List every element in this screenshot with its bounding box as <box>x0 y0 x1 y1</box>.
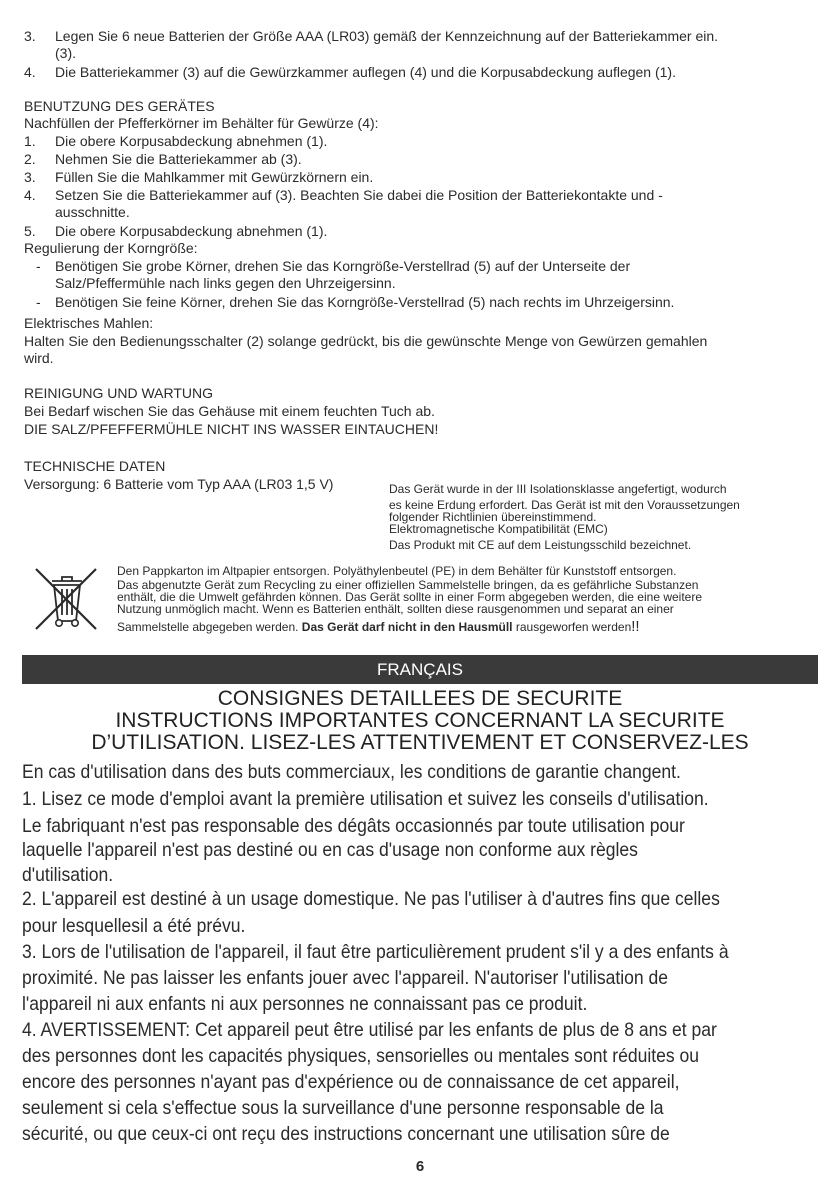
fr-paragraph-2 <box>22 886 828 939</box>
cleaning-text-line: DIE SALZ/PFEFFERMÜHLE NICHT INS WASSER EINTAUCHEN! <box>24 421 439 437</box>
step-text-line: (3). <box>55 45 76 61</box>
bullet-dash: - <box>36 258 41 274</box>
fr-paragraph-4 <box>22 1017 828 1147</box>
disposal-line: Nutzung unmöglich macht. Wenn es Batterien enthält, sollten diese rausgenommen und separat an einer <box>117 602 674 616</box>
step-number: 1. <box>24 133 36 149</box>
fr-heading-2: INSTRUCTIONS IMPORTANTES CONCERNANT LA SECURITE <box>115 709 725 732</box>
fr-line: laquelle l'appareil n'est pas destiné ou en cas d'usage non conforme aux règles <box>22 839 638 861</box>
section-bar-francais: FRANÇAIS <box>22 655 818 684</box>
step-text-line: Setzen Sie die Batteriekammer auf (3). Beachten Sie dabei die Position der Batteriekontakte und - <box>55 187 663 203</box>
disposal-warning-bold: Das Gerät darf nicht in den Hausmüll <box>301 620 513 634</box>
grain-text-line: Benötigen Sie grobe Körner, drehen Sie das Korngröße-Verstellrad (5) auf der Unterseite der <box>55 258 631 274</box>
step-number: 5. <box>24 223 36 239</box>
tech-note-line: Das Produkt mit CE auf dem Leistungsschild bezeichnet. <box>389 538 692 552</box>
crossed-out-bin-icon <box>32 563 102 633</box>
fr-paragraph-1 <box>22 786 828 888</box>
tech-note <box>389 483 819 552</box>
step-number: 3. <box>24 169 36 185</box>
fr-line: des personnes dont les capacités physiques, sensorielles ou mentales sont réduites ou <box>22 1045 700 1067</box>
tech-note-line: folgender Richtlinien übereinstimmend. <box>389 510 597 524</box>
refill-heading: Nachfüllen der Pfefferkörner im Behälter für Gewürze (4): <box>24 115 379 131</box>
fr-line: pour lesquellesil a été prévu. <box>22 915 246 937</box>
fr-line: d'utilisation. <box>22 864 114 886</box>
fr-line: 4. AVERTISSEMENT: Cet appareil peut être utilisé par les enfants de plus de 8 ans et par <box>22 1019 717 1041</box>
fr-paragraph-3 <box>22 939 828 1017</box>
disposal-exclamation: !! <box>631 618 640 635</box>
electric-text-line: wird. <box>24 350 54 366</box>
disposal-line: Das abgenutzte Gerät zum Recycling zu einer offiziellen Sammelstelle bringen, da es gefährliche Substanzen <box>117 578 699 592</box>
disposal-last-pre: Sammelstelle abgegeben werden. <box>117 620 299 634</box>
cleaning-text-line: Bei Bedarf wischen Sie das Gehäuse mit einem feuchten Tuch ab. <box>24 403 435 419</box>
fr-line: En cas d'utilisation dans des buts commerciaux, les conditions de garantie changent. <box>22 761 681 783</box>
fr-paragraph-0 <box>22 759 828 785</box>
step-text-line: Die obere Korpusabdeckung abnehmen (1). <box>55 133 328 149</box>
tech-note-line: Das Gerät wurde in der III Isolationsklasse angefertigt, wodurch <box>389 482 727 496</box>
cleaning-heading: REINIGUNG UND WARTUNG <box>24 385 213 401</box>
step-text-line: ausschnitte. <box>55 204 130 220</box>
step-text-line: Nehmen Sie die Batteriekammer ab (3). <box>55 151 302 167</box>
disposal-last-post: rausgeworfen werden <box>515 620 632 634</box>
electric-heading: Elektrisches Mahlen: <box>24 315 154 331</box>
disposal-last-line <box>117 618 822 635</box>
tech-note-line: es keine Erdung erfordert. Das Gerät ist mit den Voraussetzungen <box>389 498 740 512</box>
step-number: 3. <box>24 28 36 44</box>
tech-supply: Versorgung: 6 Batterie vom Typ AAA (LR03 1,5 V) <box>24 476 334 492</box>
tech-heading: TECHNISCHE DATEN <box>24 458 166 474</box>
step-text-line: Die Batteriekammer (3) auf die Gewürzkammer auflegen (4) und die Korpusabdeckung auflegen (1). <box>55 64 676 80</box>
usage-heading: BENUTZUNG DES GERÄTES <box>24 98 215 114</box>
step-number: 4. <box>24 64 36 80</box>
fr-line: seulement si cela s'effectue sous la surveillance d'une personne responsable de la <box>22 1097 664 1119</box>
de-step-4 <box>24 64 824 81</box>
disposal-line: Den Pappkarton im Altpapier entsorgen. Polyäthylenbeutel (PE) in dem Behälter für Kunststoff entsorgen. <box>117 564 677 578</box>
fr-line: 3. Lors de l'utilisation de l'appareil, il faut être particulièrement prudent s'il y a des enfants à <box>22 941 729 963</box>
step-text-line: Die obere Korpusabdeckung abnehmen (1). <box>55 223 328 239</box>
page-number: 6 <box>415 1158 425 1175</box>
bullet-dash: - <box>36 294 41 310</box>
step-text-line: Legen Sie 6 neue Batterien der Größe AAA (LR03) gemäß der Kennzeichnung auf der Batteriekammer ein. <box>55 28 719 44</box>
step-number: 4. <box>24 187 36 203</box>
disposal-line: enthält, die die Umwelt gefährden können. Das Gerät sollte in einer Form abgegeben werden, die eine weitere <box>117 590 703 604</box>
fr-heading-1: CONSIGNES DETAILLEES DE SECURITE <box>217 687 623 710</box>
fr-line: 2. L'appareil est destiné à un usage domestique. Ne pas l'utiliser à d'autres fins que celles <box>22 888 720 910</box>
step-number: 2. <box>24 151 36 167</box>
step-text-line: Füllen Sie die Mahlkammer mit Gewürzkörnern ein. <box>55 169 374 185</box>
disposal-text <box>117 565 822 634</box>
fr-heading-3: D’UTILISATION. LISEZ-LES ATTENTIVEMENT ET CONSERVEZ-LES <box>91 731 749 754</box>
fr-line: Le fabriquant n'est pas responsable des dégâts occasionnés par toute utilisation pour <box>22 815 685 837</box>
grain-text-line: Benötigen Sie feine Körner, drehen Sie das Korngröße-Verstellrad (5) nach rechts im Uhrzeigersinn. <box>55 294 675 310</box>
fr-line: encore des personnes n'ayant pas d'expérience ou de connaissance de cet appareil, <box>22 1071 680 1093</box>
tech-note-line: Elektromagnetische Kompatibilität (EMC) <box>389 522 608 536</box>
fr-line: proximité. Ne pas laisser les enfants jouer avec l'appareil. N'autoriser l'utilisation de <box>22 967 669 989</box>
fr-line: 1. Lisez ce mode d'emploi avant la première utilisation et suivez les conseils d'utilisation. <box>22 788 709 810</box>
grain-heading: Regulierung der Korngröße: <box>24 240 198 256</box>
fr-line: sécurité, ou que ceux-ci ont reçu des instructions concernant une utilisation sûre de <box>22 1123 670 1145</box>
grain-text-line: Salz/Pfeffermühle nach links gegen den Uhrzeigersinn. <box>55 275 396 291</box>
fr-line: l'appareil ni aux enfants ni aux personnes ne connaissant pas ce produit. <box>22 993 588 1015</box>
de-step-3 <box>24 28 824 62</box>
electric-text-line: Halten Sie den Bedienungsschalter (2) solange gedrückt, bis die gewünschte Menge von Gewürzen gemahlen <box>24 333 708 349</box>
